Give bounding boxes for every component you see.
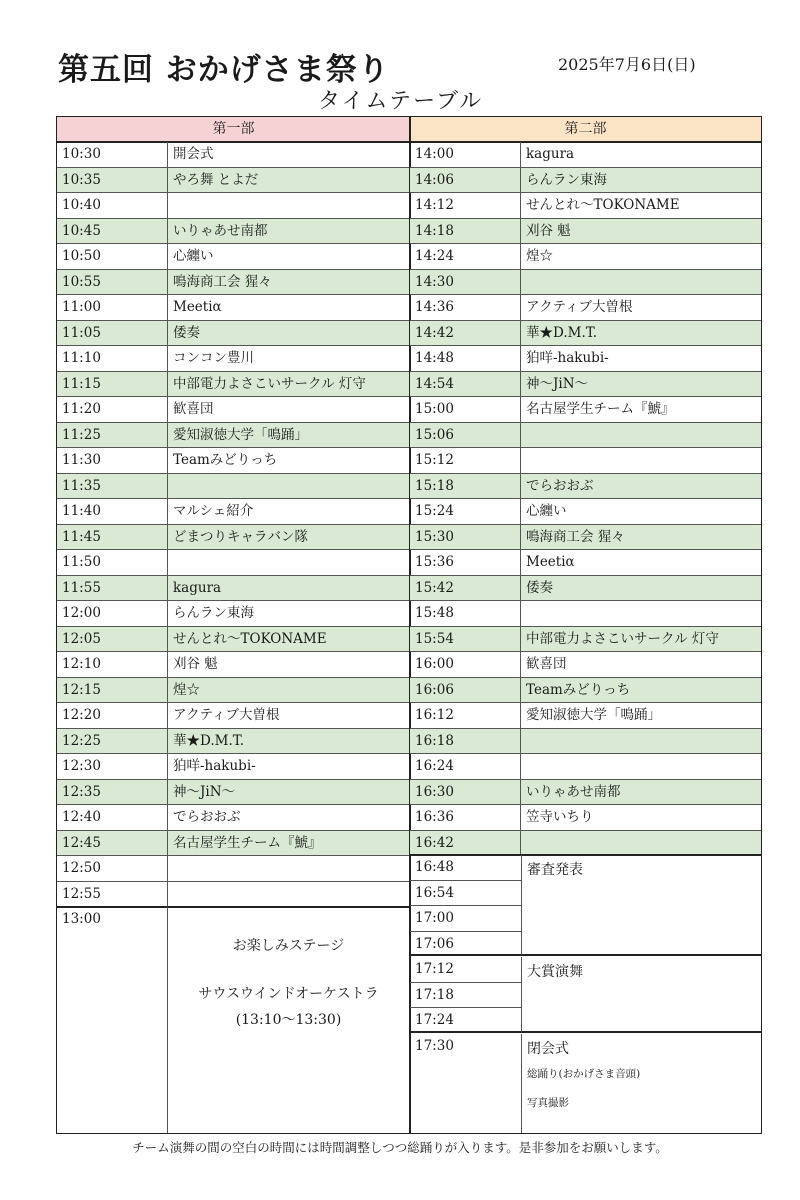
time-cell: 12:15 <box>57 678 168 703</box>
team-cell <box>168 193 409 218</box>
team-cell: せんとれ〜TOKONAME <box>526 197 680 213</box>
time-cell: 12:45 <box>57 831 168 856</box>
table-row <box>57 193 409 219</box>
table-row <box>410 627 761 653</box>
table-row <box>57 856 409 882</box>
table-row <box>57 346 409 372</box>
table-row <box>57 550 409 576</box>
time-cell: 15:36 <box>410 550 521 575</box>
table-row <box>57 882 409 908</box>
stage-performer: サウスウインドオーケストラ <box>198 986 379 1002</box>
table-row <box>57 805 409 831</box>
stage-time: 13:00 <box>62 911 101 927</box>
team-cell: アクティブ大曽根 <box>526 299 633 315</box>
time-cell: 16:36 <box>410 805 521 830</box>
time-cell: 16:06 <box>410 678 521 703</box>
stage-content <box>168 907 409 1133</box>
table-row <box>57 321 409 347</box>
time-cell: 12:55 <box>57 882 168 907</box>
stage-title: お楽しみステージ <box>232 938 345 954</box>
table-row <box>410 678 761 704</box>
time-cell: 11:05 <box>57 321 168 346</box>
time-cell: 16:30 <box>410 780 521 805</box>
table-row <box>410 729 761 755</box>
block-award-event: 大賞演舞 <box>527 964 583 980</box>
table-row <box>410 550 761 576</box>
table-row <box>57 499 409 525</box>
table-row <box>57 219 409 245</box>
table-row <box>410 448 761 474</box>
time-cell: 15:06 <box>410 423 521 448</box>
team-cell: せんとれ〜TOKONAME <box>173 630 327 647</box>
table-row <box>57 678 409 704</box>
time-cell: 16:18 <box>410 729 521 754</box>
table-row <box>410 601 761 627</box>
block-judging-event: 審査発表 <box>527 862 583 878</box>
table-row <box>57 652 409 678</box>
team-cell: 鳴海商工会 猩々 <box>173 273 272 290</box>
team-cell: でらおおぶ <box>526 477 594 494</box>
block-time-cell: 17:12 <box>410 957 521 983</box>
table-row <box>410 244 761 270</box>
team-cell: 中部電力よさこいサークル 灯守 <box>526 630 719 647</box>
team-cell <box>521 754 761 779</box>
team-cell: 心纏い <box>173 248 214 264</box>
table-row <box>57 270 409 296</box>
team-cell: 愛知淑徳大学「鳴踊」 <box>526 707 661 723</box>
table-row <box>410 576 761 602</box>
time-cell: 10:30 <box>57 142 168 167</box>
team-cell: 倭奏 <box>526 579 553 596</box>
table-row <box>410 780 761 806</box>
time-cell: 14:18 <box>410 219 521 244</box>
team-cell: 神〜JiN〜 <box>526 375 589 392</box>
team-cell: 愛知淑徳大学「鳴踊」 <box>173 426 308 443</box>
table-row <box>410 831 761 857</box>
team-cell: マルシェ紹介 <box>173 503 254 519</box>
team-cell: Teamみどりっち <box>173 452 278 468</box>
time-cell: 10:55 <box>57 270 168 295</box>
table-row <box>57 168 409 194</box>
table-row <box>57 474 409 500</box>
team-cell: 歓喜団 <box>526 656 567 672</box>
page-subtitle: タイムテーブル <box>318 89 484 114</box>
time-cell: 12:20 <box>57 703 168 728</box>
table-row <box>57 627 409 653</box>
stage-period: (13:10〜13:30) <box>235 1012 342 1028</box>
team-cell <box>521 270 761 295</box>
time-cell: 11:30 <box>57 448 168 473</box>
time-cell: 14:54 <box>410 372 521 397</box>
table-row <box>57 244 409 270</box>
team-cell <box>168 550 409 575</box>
time-cell: 11:15 <box>57 372 168 397</box>
time-cell: 12:40 <box>57 805 168 830</box>
team-cell: 煌☆ <box>173 681 200 698</box>
table-row <box>57 423 409 449</box>
table-row <box>57 397 409 423</box>
team-cell: 煌☆ <box>526 248 553 264</box>
table-row <box>57 576 409 602</box>
time-cell: 11:10 <box>57 346 168 371</box>
part1-header: 第一部 <box>57 117 410 141</box>
table-row <box>57 780 409 806</box>
table-row <box>410 805 761 831</box>
team-cell: Teamみどりっち <box>526 681 631 698</box>
time-cell: 16:00 <box>410 652 521 677</box>
team-cell: 刈谷 魁 <box>526 222 571 239</box>
block-closing-detail-1: 総踊り(おかげさま音頭) <box>527 1068 641 1080</box>
team-cell <box>168 882 409 907</box>
team-cell <box>521 448 761 473</box>
team-cell: 神〜JiN〜 <box>173 783 236 800</box>
time-cell: 12:25 <box>57 729 168 754</box>
time-cell: 12:30 <box>57 754 168 779</box>
table-row <box>57 525 409 551</box>
time-cell: 14:42 <box>410 321 521 346</box>
team-cell: どまつりキャラバン隊 <box>173 528 308 545</box>
table-row <box>410 295 761 321</box>
table-row <box>410 423 761 449</box>
block-award <box>521 957 761 1033</box>
time-cell: 15:48 <box>410 601 521 626</box>
block-time-cell: 16:48 <box>410 855 521 881</box>
time-cell: 12:10 <box>57 652 168 677</box>
table-row <box>410 499 761 525</box>
block-time-cell: 17:24 <box>410 1008 521 1033</box>
team-cell: らんラン東海 <box>526 171 607 188</box>
table-row <box>410 652 761 678</box>
block-time-cell: 17:30 <box>415 1038 454 1054</box>
team-cell: 心纏い <box>526 503 567 519</box>
time-cell: 14:48 <box>410 346 521 371</box>
team-cell: 倭奏 <box>173 324 200 341</box>
block-closing <box>521 1034 761 1133</box>
table-row <box>57 448 409 474</box>
time-cell: 10:50 <box>57 244 168 269</box>
team-cell: でらおおぶ <box>173 809 241 825</box>
team-cell: いりゃあせ南都 <box>526 783 621 800</box>
time-cell: 16:24 <box>410 754 521 779</box>
time-cell: 10:40 <box>57 193 168 218</box>
event-date: 2025年7月6日(日) <box>558 55 696 74</box>
block-time-cell: 17:18 <box>410 983 521 1009</box>
table-row <box>410 397 761 423</box>
team-cell: Meetiα <box>173 299 222 315</box>
time-cell: 11:25 <box>57 423 168 448</box>
time-cell: 11:55 <box>57 576 168 601</box>
page-title: 第五回 おかげさま祭り <box>58 52 390 88</box>
time-cell: 15:18 <box>410 474 521 499</box>
team-cell: 刈谷 魁 <box>173 656 218 672</box>
team-cell: 開会式 <box>173 146 214 162</box>
team-cell <box>521 601 761 626</box>
time-cell: 12:50 <box>57 856 168 881</box>
team-cell: kagura <box>526 146 575 162</box>
team-cell: らんラン東海 <box>173 605 254 621</box>
time-cell: 16:12 <box>410 703 521 728</box>
time-cell: 12:05 <box>57 627 168 652</box>
table-row <box>410 474 761 500</box>
team-cell: 笠寺いちり <box>526 809 594 825</box>
stage-time-cell <box>57 907 168 1133</box>
time-cell: 12:35 <box>57 780 168 805</box>
time-cell: 15:12 <box>410 448 521 473</box>
time-cell: 11:20 <box>57 397 168 422</box>
time-cell: 14:30 <box>410 270 521 295</box>
table-row <box>410 525 761 551</box>
team-cell: やろ舞 とよだ <box>173 171 259 188</box>
table-row <box>57 295 409 321</box>
table-row <box>410 321 761 347</box>
time-cell: 15:42 <box>410 576 521 601</box>
time-cell: 11:40 <box>57 499 168 524</box>
block-judging <box>521 855 761 956</box>
block-time-cell: 16:54 <box>410 881 521 907</box>
table-row <box>57 601 409 627</box>
team-cell <box>521 423 761 448</box>
time-cell: 11:00 <box>57 295 168 320</box>
block-closing-detail-2: 写真撮影 <box>527 1097 569 1109</box>
team-cell <box>521 729 761 754</box>
time-cell: 15:30 <box>410 525 521 550</box>
team-cell: 鳴海商工会 猩々 <box>526 528 625 545</box>
table-row <box>410 219 761 245</box>
table-row <box>57 831 409 857</box>
table-row <box>57 729 409 755</box>
footer-note: チーム演舞の間の空白の時間には時間調整しつつ総踊りが入ります。是非参加をお願いします。 <box>132 1140 668 1155</box>
time-cell: 14:24 <box>410 244 521 269</box>
time-cell: 16:42 <box>410 831 521 856</box>
time-cell: 14:12 <box>410 193 521 218</box>
timetable <box>56 116 762 1134</box>
team-cell <box>168 856 409 881</box>
table-row <box>410 142 761 168</box>
part2-header: 第二部 <box>410 117 761 141</box>
team-cell: kagura <box>173 579 222 596</box>
block-time-cell: 17:06 <box>410 932 521 957</box>
time-cell: 15:24 <box>410 499 521 524</box>
team-cell: 中部電力よさこいサークル 灯守 <box>173 375 366 392</box>
team-cell <box>521 831 761 856</box>
team-cell: Meetiα <box>526 554 575 570</box>
time-cell: 12:00 <box>57 601 168 626</box>
team-cell: 狛咩-hakubi- <box>526 350 609 366</box>
time-cell: 14:00 <box>410 142 521 167</box>
table-row <box>410 193 761 219</box>
table-row <box>57 703 409 729</box>
time-cell: 15:54 <box>410 627 521 652</box>
team-cell <box>168 474 409 499</box>
time-cell: 11:50 <box>57 550 168 575</box>
table-row <box>57 142 409 168</box>
table-row <box>410 168 761 194</box>
team-cell: 狛咩-hakubi- <box>173 758 256 774</box>
team-cell: 華★D.M.T. <box>173 732 245 749</box>
time-cell: 14:36 <box>410 295 521 320</box>
time-cell: 10:45 <box>57 219 168 244</box>
team-cell: 歓喜団 <box>173 401 214 417</box>
table-row <box>410 754 761 780</box>
time-cell: 10:35 <box>57 168 168 193</box>
team-cell: 名古屋学生チーム『鯱』 <box>173 834 322 851</box>
team-cell: 名古屋学生チーム『鯱』 <box>526 401 675 417</box>
time-cell: 11:45 <box>57 525 168 550</box>
table-row <box>57 372 409 398</box>
team-cell: いりゃあせ南都 <box>173 222 268 239</box>
team-cell: アクティブ大曽根 <box>173 707 280 723</box>
time-cell: 14:06 <box>410 168 521 193</box>
time-cell: 15:00 <box>410 397 521 422</box>
table-row <box>57 754 409 780</box>
table-row <box>410 346 761 372</box>
table-row <box>410 372 761 398</box>
block-closing-event: 閉会式 <box>527 1041 569 1057</box>
block-time-cell: 17:00 <box>410 906 521 932</box>
team-cell: 華★D.M.T. <box>526 324 598 341</box>
team-cell: コンコン豊川 <box>173 350 254 366</box>
table-row <box>410 703 761 729</box>
time-cell: 11:35 <box>57 474 168 499</box>
table-row <box>410 270 761 296</box>
